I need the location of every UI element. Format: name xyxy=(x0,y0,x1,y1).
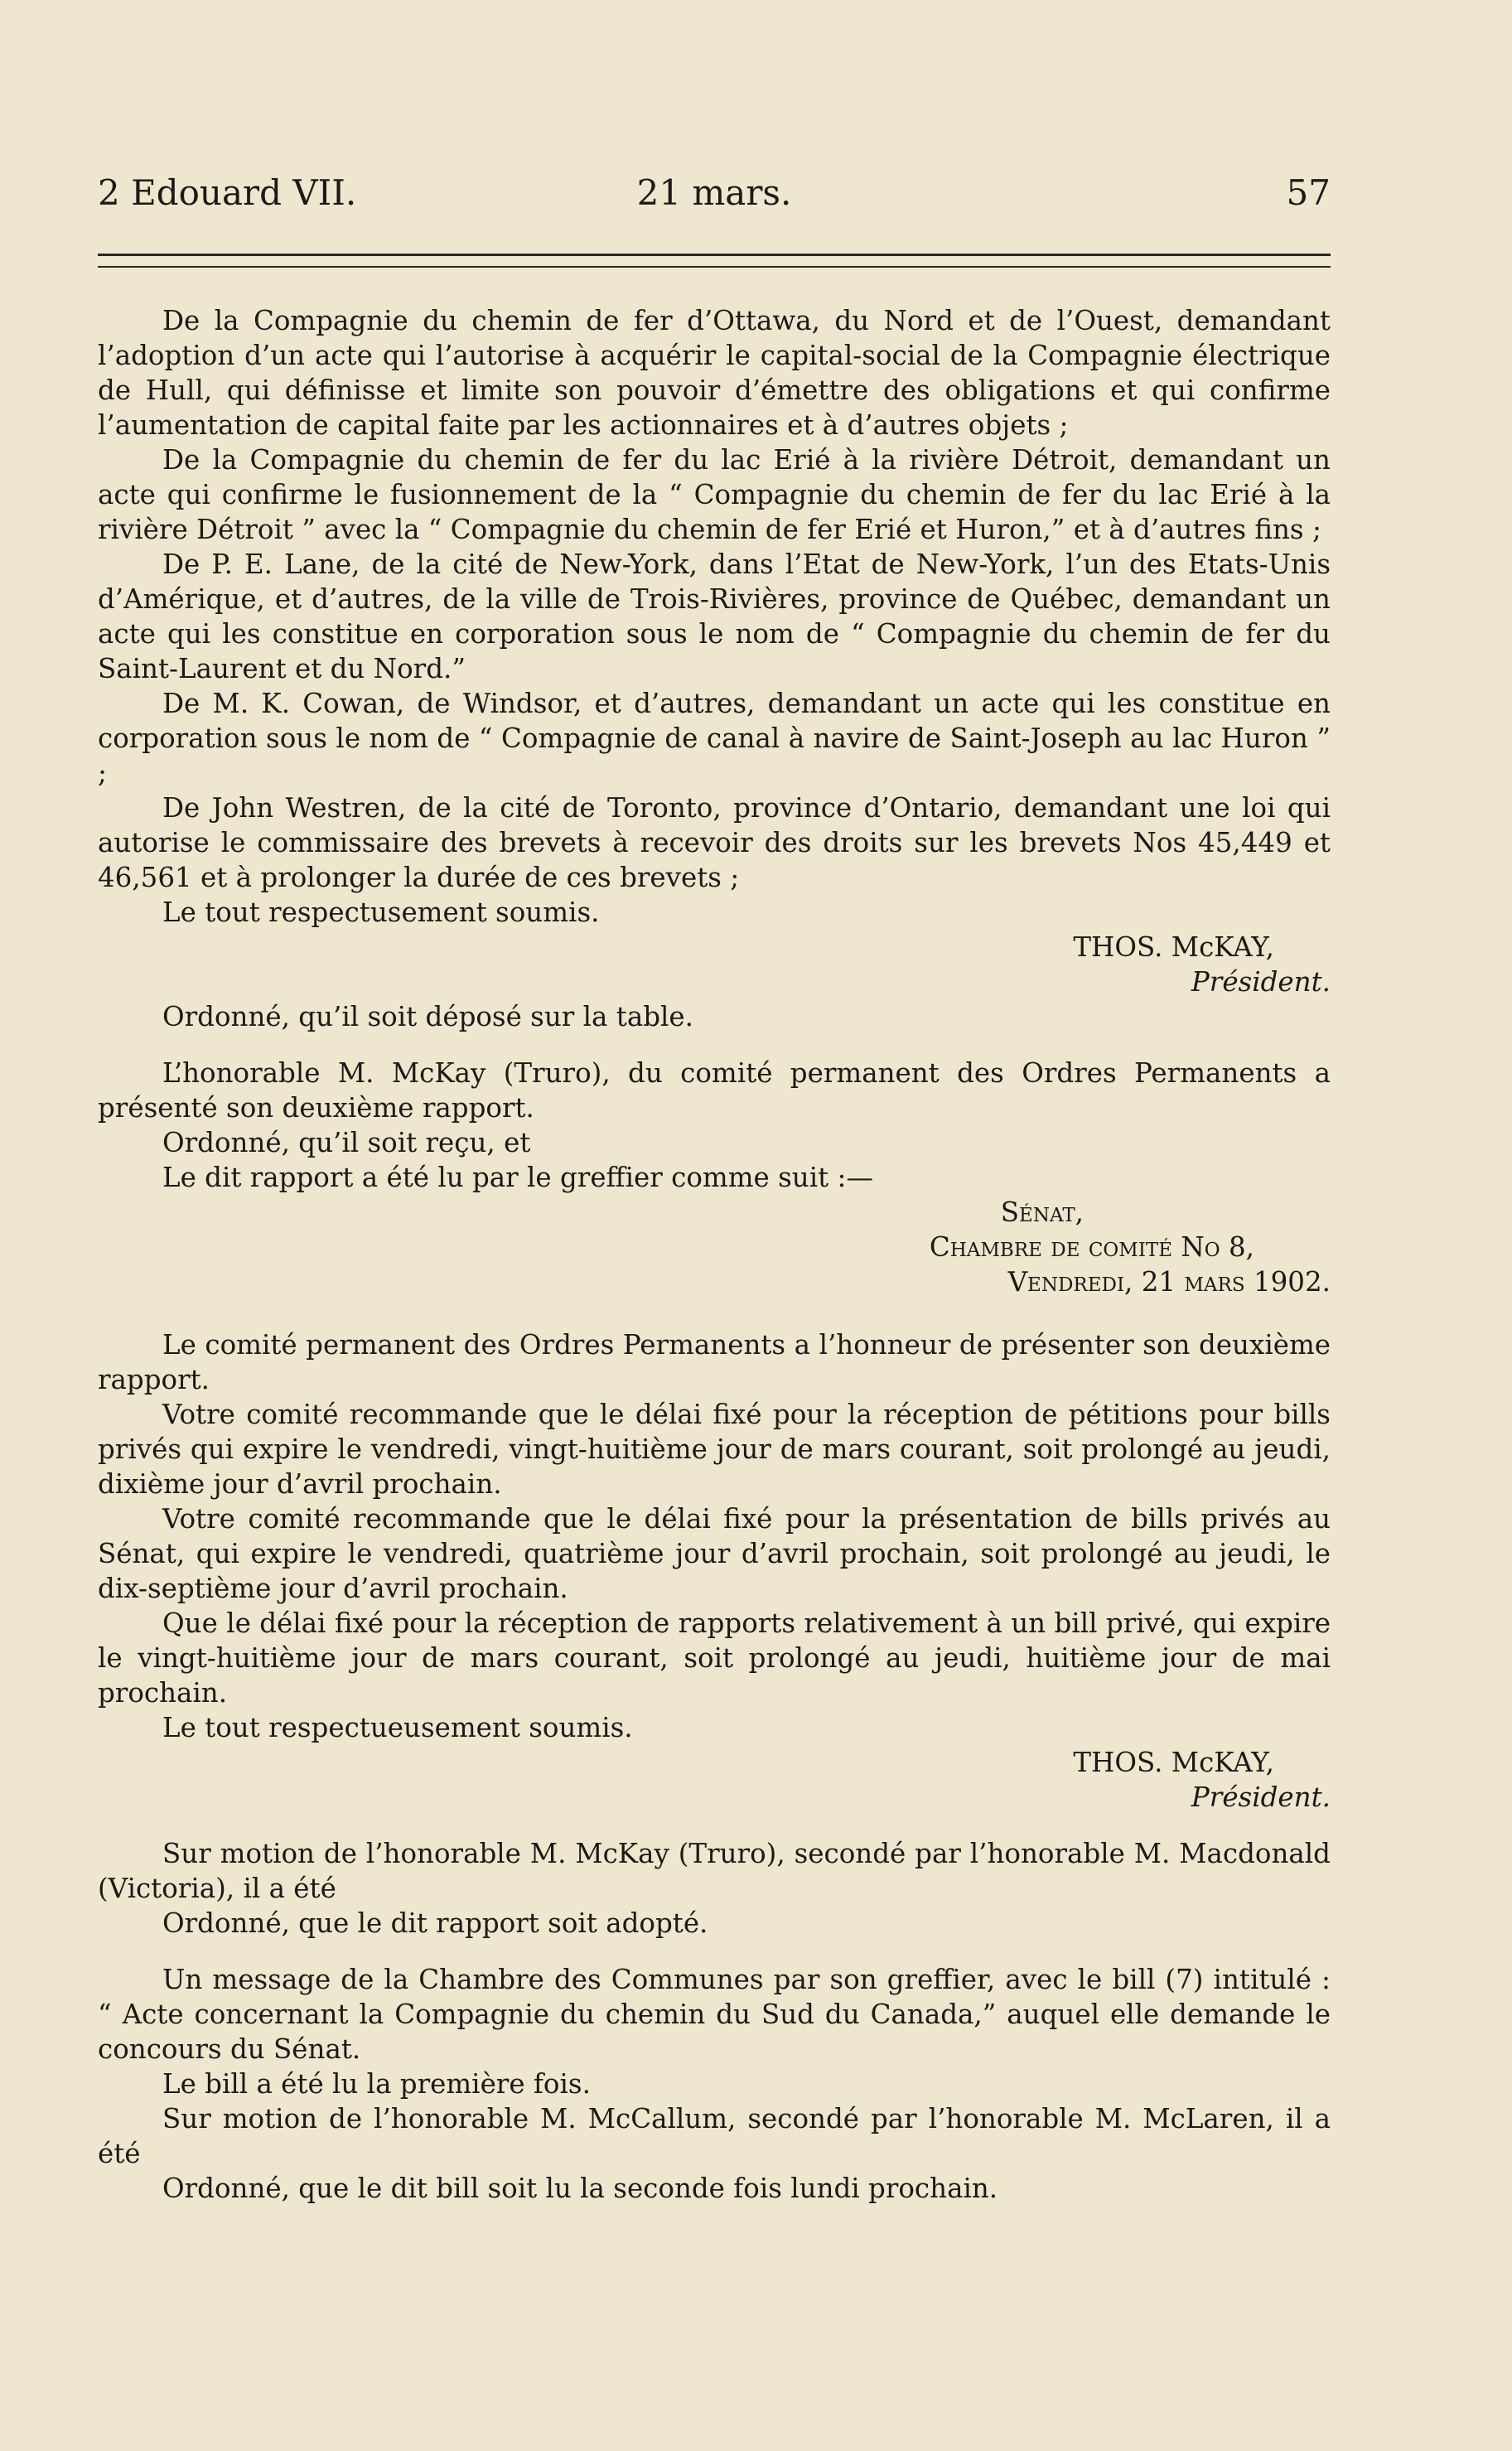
bill-first-reading: Le bill a été lu la première fois. xyxy=(162,2068,591,2100)
order-adopted: Ordonné, que le dit rapport soit adopté. xyxy=(162,1907,708,1939)
petition-cowan: De M. K. Cowan, de Windsor, et d’autres, demandant un acte qui les constitue en corporation sous le nom de “ Compagnie de canal à navire de Saint-Joseph au lac Huron ” ; xyxy=(98,688,1331,789)
closing-line: Le tout respectusement soumis. xyxy=(162,897,600,928)
petition-westren: De John Westren, de la cité de Toronto, province d’Ontario, demandant une loi qui autorise le commissaire des brevets à recevoir des droits sur les brevets Nos 45,449 et 46,561 et à prolonger la durée de ces brevets ; xyxy=(98,792,1331,893)
signature-title: Président. xyxy=(1191,966,1331,998)
report-heading-room-text: Chambre de comité No 8, xyxy=(929,1231,1254,1263)
report-presented: L’honorable M. McKay (Truro), du comité permanent des Ordres Permanents a présenté son deuxième rapport. xyxy=(98,1057,1331,1124)
order-second-reading: Ordonné, que le dit bill soit lu la seconde fois lundi prochain. xyxy=(162,2173,998,2204)
petition-lane: De P. E. Lane, de la cité de New-York, dans l’Etat de New-York, l’un des Etats-Unis d’Amérique, et d’autres, de la ville de Trois-Rivières, province de Québec, demandant un acte qui les constitue en corporation sous le nom de “ Compagnie du chemin de fer du Saint-Laurent et du Nord.” xyxy=(98,549,1331,684)
signature-2-title: Président. xyxy=(1191,1781,1331,1813)
commons-message: Un message de la Chambre des Communes par son greffier, avec le bill (7) intitulé : “ Acte concernant la Compagnie du chemin du Sud du Canada,” auquel elle demande le concours du Sénat. xyxy=(98,1964,1331,2065)
running-header xyxy=(98,172,1331,230)
report-heading-date-text: Vendredi, 21 mars 1902. xyxy=(1007,1266,1331,1298)
signature-name: THOS. McKAY, xyxy=(1073,931,1274,963)
signature-2-name: THOS. McKAY, xyxy=(1073,1747,1274,1778)
page-number: 57 xyxy=(1286,172,1331,213)
motion-second-reading: Sur motion de l’honorable M. McCallum, secondé par l’honorable M. McLaren, il a été xyxy=(98,2103,1331,2169)
motion-adoption: Sur motion de l’honorable M. McKay (Truro), secondé par l’honorable M. Macdonald (Victoria), il a été xyxy=(98,1838,1331,1904)
report-heading-room xyxy=(98,1230,1331,1264)
header-rule-thin xyxy=(98,266,1331,268)
order-table: Ordonné, qu’il soit déposé sur la table. xyxy=(162,1001,693,1032)
report-closing: Le tout respectueusement soumis. xyxy=(162,1712,633,1743)
document-body xyxy=(98,303,1331,2206)
report-recommendation-1: Votre comité recommande que le délai fixé pour la réception de pétitions pour bills privés qui expire le vendredi, vingt-huitième jour de mars courant, soit prolongé au jeudi, dixième jour d’avril prochain. xyxy=(98,1399,1331,1500)
report-read: Le dit rapport a été lu par le greffier comme suit :— xyxy=(162,1162,873,1193)
report-heading-senate: Sénat, xyxy=(1000,1196,1084,1228)
report-heading-date xyxy=(98,1264,1331,1299)
petition-ottawa: De la Compagnie du chemin de fer d’Ottawa, du Nord et de l’Ouest, demandant l’adoption d’un acte qui l’autorise à acquérir le capital-social de la Compagnie électrique de Hull, qui définisse et limite son pouvoir d’émettre des obligations et qui confirme l’aumentation de capital faite par les actionnaires et à d’autres objets ; xyxy=(98,305,1331,441)
report-recommendation-2: Votre comité recommande que le délai fixé pour la présentation de bills privés au Sénat, qui expire le vendredi, quatrième jour d’avril prochain, soit prolongé au jeudi, le dix-septième jour d’avril prochain. xyxy=(98,1503,1331,1604)
header-regnal-year: 2 Edouard VII. xyxy=(98,172,357,213)
petition-lac-erie: De la Compagnie du chemin de fer du lac Erié à la rivière Détroit, demandant un acte qui confirme le fusionnement de la “ Compagnie du chemin de fer du lac Erié à la rivière Détroit ” avec la “ Compagnie du chemin de fer Erié et Huron,” et à d’autres fins ; xyxy=(98,444,1331,545)
order-received: Ordonné, qu’il soit reçu, et xyxy=(162,1127,531,1158)
header-rule-thick xyxy=(98,254,1331,256)
report-intro: Le comité permanent des Ordres Permanents a l’honneur de présenter son deuxième rapport. xyxy=(98,1329,1331,1395)
report-recommendation-3: Que le délai fixé pour la réception de rapports relativement à un bill privé, qui expire le vingt-huitième jour de mars courant, soit prolongé au jeudi, huitième jour de mai prochain. xyxy=(98,1607,1331,1709)
header-date: 21 mars. xyxy=(636,172,792,213)
